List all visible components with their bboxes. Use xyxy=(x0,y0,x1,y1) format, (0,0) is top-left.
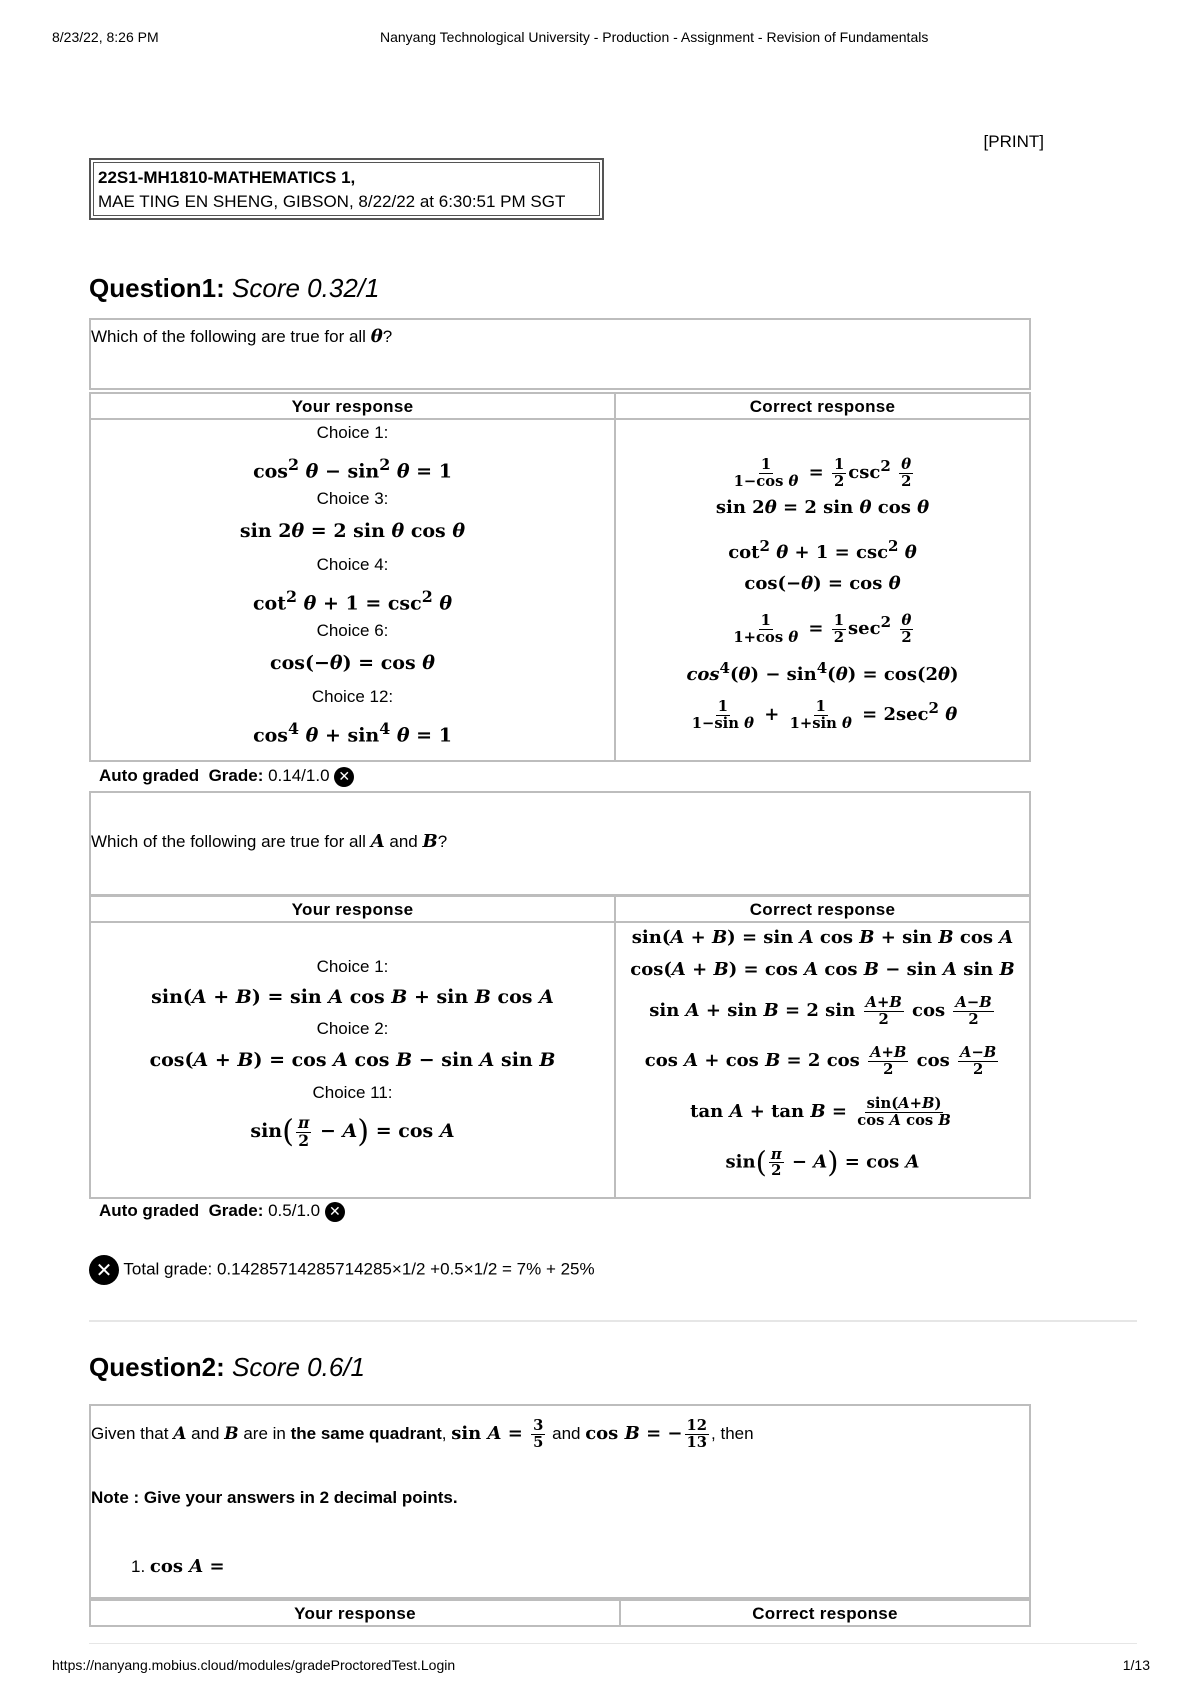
correct-equation: sin A + sin B = 2 sin $\frac{A+B}{2}$ cos $\frac{A-B}{2}$ xyxy=(649,994,992,1028)
course-info-box xyxy=(89,158,604,220)
q1-part1-correct-response xyxy=(614,446,1031,732)
q1-part1-prompt-end: ? xyxy=(382,327,393,346)
print-datetime: 8/23/22, 8:26 PM xyxy=(52,29,159,45)
total-grade-text: Total grade: 0.14285714285714285×1/2 +0.5×1/2 = 7% + 25% xyxy=(123,1259,595,1279)
footer-divider xyxy=(89,1643,1137,1644)
question1-title xyxy=(89,273,379,304)
response-equation: cos(−θ) = cos θ xyxy=(270,652,435,674)
q2-your-header: Your response xyxy=(89,1599,621,1627)
choice-label: Choice 2: xyxy=(316,1019,389,1038)
q1-part1-prompt-box xyxy=(89,318,1031,390)
q1-part2-correct-header: Correct response xyxy=(614,895,1031,923)
q2-item1-number: 1. xyxy=(131,1557,146,1576)
q2-given-are: are in xyxy=(238,1424,291,1443)
question2-title xyxy=(89,1352,365,1383)
auto-graded-label: Auto graded xyxy=(99,1201,200,1220)
q2-note: Note : Give your answers in 2 decimal points. xyxy=(91,1488,458,1507)
q1-total-grade xyxy=(89,1255,595,1285)
q1-part2-correct-response xyxy=(614,922,1031,1186)
choice-label: Choice 3: xyxy=(316,489,389,508)
question-divider xyxy=(89,1320,1137,1322)
correct-equation: $\frac{1}{\text{1−sin θ}}$ + $\frac{1}{\text{1+sin θ}}$ = $2\sec^2$ θ xyxy=(691,698,958,732)
q1-part1-correct-header: Correct response xyxy=(614,392,1031,420)
correct-equation: sin 2θ = 2 sin θ cos θ xyxy=(715,497,930,518)
q2-sin-a-equation: sin A = $\frac{3}{5}$ xyxy=(451,1417,544,1451)
correct-equation: cos A + cos B = 2 cos $\frac{A+B}{2}$ cos $\frac{A-B}{2}$ xyxy=(644,1044,997,1078)
auto-graded-label: Auto graded xyxy=(99,766,200,785)
q1-part1-your-header: Your response xyxy=(89,392,616,420)
q1-part1-var: θ xyxy=(370,326,383,347)
print-link[interactable]: [PRINT] xyxy=(983,132,1044,151)
question2-score: Score 0.6/1 xyxy=(232,1352,366,1382)
grade-label: Grade: xyxy=(208,1201,264,1220)
grade-value: 0.14/1.0 xyxy=(268,766,330,785)
correct-equation: tan A + tan B = $\frac{\sin(A+B)}{\text{cos A cos B}}$ xyxy=(690,1095,951,1129)
correct-equation: sin( $\frac{\pi}{2}$ − A) = cos A xyxy=(725,1145,920,1180)
q2-var-a: A xyxy=(173,1424,187,1444)
response-equation: cos(A + B) = cos A cos B − sin A sin B xyxy=(149,1049,556,1071)
q2-same-quadrant: the same quadrant xyxy=(290,1424,442,1443)
q2-given-line: Given that A and B are in the same quadrant, sin A = $\frac{3}{5}$ and cos B = − $\frac{12}{13}$ , then xyxy=(91,1417,754,1451)
correct-equation: $\frac{1}{\text{1−cos θ}}$ = $\frac{1}{2}$ $\csc^2$ $\frac{\theta}{2}$ xyxy=(733,456,912,490)
footer-page-number: 1/13 xyxy=(1122,1657,1150,1673)
course-name: 22S1-MH1810-MATHEMATICS 1, xyxy=(98,168,356,187)
choice-label: Choice 1: xyxy=(316,957,389,976)
q2-correct-header: Correct response xyxy=(619,1599,1031,1627)
correct-equation: $\cos^4(\theta) - \sin^4(\theta) = \cos(2\theta)$ xyxy=(686,659,959,685)
q1-part2-prompt-mid: and xyxy=(384,832,423,851)
q2-given-then: , then xyxy=(711,1424,754,1443)
grade-value: 0.5/1.0 xyxy=(268,1201,321,1220)
student-info: MAE TING EN SHENG, GIBSON, 8/22/22 at 6:30:51 PM SGT xyxy=(98,192,566,211)
q1-part1-prompt: Which of the following are true for all xyxy=(91,327,371,346)
question2-label: Question2: xyxy=(89,1352,225,1382)
response-equation: $\cos^2 \theta - \sin^2 \theta = 1$ xyxy=(253,455,452,483)
response-equation: sin(A + B) = sin A cos B + sin B cos A xyxy=(151,986,554,1008)
correct-equation: cos(−θ) = cos θ xyxy=(744,573,901,594)
q2-cos-b-equation: cos B = − $\frac{12}{13}$ xyxy=(585,1417,708,1451)
q1-part2-your-header: Your response xyxy=(89,895,616,923)
correct-equation: cos(A + B) = cos A cos B − sin A sin B xyxy=(630,959,1015,980)
q2-var-b: B xyxy=(224,1424,239,1444)
response-equation: $\cot^2 \theta + 1 = \csc^2 \theta$ xyxy=(252,587,453,615)
choice-label: Choice 12: xyxy=(311,687,394,706)
q1-part1-your-response xyxy=(89,420,616,750)
q1-part2-prompt-end: ? xyxy=(437,832,448,851)
correct-equation: sin(A + B) = sin A cos B + sin B cos A xyxy=(631,927,1014,948)
q2-item1 xyxy=(131,1556,225,1577)
grade-label: Grade: xyxy=(208,766,264,785)
question1-label: Question1: xyxy=(89,273,225,303)
footer-url: https://nanyang.mobius.cloud/modules/gradeProctoredTest.Login xyxy=(52,1657,456,1673)
q1-part2-prompt: Which of the following are true for all xyxy=(91,832,371,851)
q1-part2-var-b: B xyxy=(422,831,438,852)
q2-given-pre: Given that xyxy=(91,1424,174,1443)
choice-label: Choice 11: xyxy=(312,1083,393,1102)
print-page-title: Nanyang Technological University - Production - Assignment - Revision of Fundamentals xyxy=(380,29,929,45)
choice-label: Choice 4: xyxy=(316,555,389,574)
response-equation: sin 2θ = 2 sin θ cos θ xyxy=(239,520,466,542)
response-equation: sin( $\frac{\pi}{2}$ − A) = cos A xyxy=(250,1113,455,1150)
incorrect-icon: ✕ xyxy=(334,767,354,787)
q2-given-and: and xyxy=(186,1424,225,1443)
correct-equation: $\frac{1}{\text{1+cos θ}}$ = $\frac{1}{2}$ $\sec^2$ $\frac{\theta}{2}$ xyxy=(733,612,912,646)
question1-score: Score 0.32/1 xyxy=(232,273,380,303)
q2-prompt-box xyxy=(89,1404,1031,1599)
choice-label: Choice 1: xyxy=(316,423,389,442)
response-equation: $\cos^4 \theta + \sin^4 \theta = 1$ xyxy=(253,719,452,747)
correct-equation: $\cot^2 \theta + 1 = \csc^2 \theta$ xyxy=(728,537,917,563)
q2-item1-equation: cos A = xyxy=(149,1556,225,1577)
q1-part2-var-a: A xyxy=(370,831,385,852)
q2-given-and2: and xyxy=(547,1424,586,1443)
incorrect-icon: ✕ xyxy=(325,1202,345,1222)
q1-part2-prompt-box xyxy=(89,791,1031,896)
q1-part2-your-response xyxy=(89,954,616,1156)
choice-label: Choice 6: xyxy=(316,621,389,640)
q1-part1-grade xyxy=(99,766,354,787)
incorrect-icon: ✕ xyxy=(89,1255,119,1285)
q1-part2-grade xyxy=(99,1201,345,1222)
